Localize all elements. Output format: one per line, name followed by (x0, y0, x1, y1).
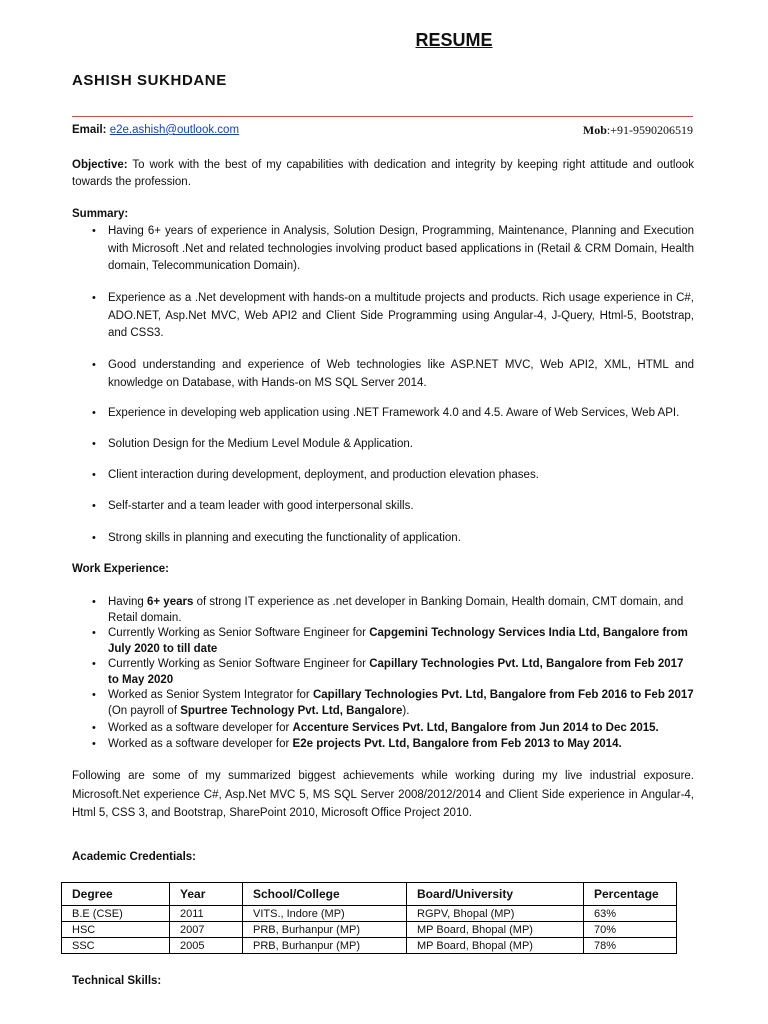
column-header: School/College (243, 883, 407, 906)
work-item-highlight: Spurtree Technology Pvt. Ltd, Bangalore (180, 705, 403, 717)
summary-heading: Summary: (72, 208, 129, 220)
work-item-highlight: E2e projects Pvt. Ltd, Bangalore from Feb 2013 to May 2014. (292, 738, 622, 750)
email-link[interactable]: e2e.ashish@outlook.com (109, 124, 240, 136)
table-cell: MP Board, Bhopal (MP) (407, 922, 584, 938)
table-cell: 2005 (170, 938, 243, 954)
work-item-highlight: 6+ years (147, 596, 194, 608)
achievements-paragraph: Following are some of my summarized biggest achievements while working during my live industrial exposure. Microsoft.Net experience C#, Asp.Net MVC 5, MS SQL Server 2008/2012/2014 and Client Side experience in Angular-4, Html 5, CSS 3, and Bootstrap, SharePoint 2010, Microsoft Office Project 2010. (72, 770, 694, 819)
table-cell: PRB, Burhanpur (MP) (243, 938, 407, 954)
mobile-number: :+91-9590206519 (606, 123, 693, 137)
summary-item: • Having 6+ years of experience in Analysis, Solution Design, Programming, Maintenance, Planning and Execution with Microsoft .Net and related technologies involving product based applications in (Retail & CRM Domain, Health domain, Telecommunication Domain). (108, 223, 694, 276)
table-cell: HSC (62, 922, 170, 938)
mobile-label: Mob (582, 123, 607, 137)
column-header: Year (170, 883, 243, 906)
email-line (72, 124, 239, 136)
table-cell: 2007 (170, 922, 243, 938)
summary-item: • Solution Design for the Medium Level Module & Application. (108, 436, 694, 454)
table-cell: 2011 (170, 906, 243, 922)
mobile-line (583, 123, 693, 138)
summary-item: • Experience in developing web application using .NET Framework 4.0 and 4.5. Aware of Web Services, Web API. (108, 405, 694, 423)
column-header: Board/University (407, 883, 584, 906)
work-item (108, 656, 694, 688)
work-item-highlight: Capgemini Technology Services India Ltd, Bangalore from July 2020 to till date (108, 627, 688, 655)
table-cell: 70% (584, 922, 677, 938)
work-item-highlight: Accenture Services Pvt. Ltd, Bangalore from Jun 2014 to Dec 2015. (292, 722, 659, 734)
work-item-text: Worked as Senior System Integrator for (108, 689, 313, 701)
summary-item: • Strong skills in planning and executing the functionality of application. (108, 530, 694, 548)
table-cell: PRB, Burhanpur (MP) (243, 922, 407, 938)
work-item-text: Currently Working as Senior Software Engineer for (108, 627, 370, 639)
column-header: Percentage (584, 883, 677, 906)
objective-label: Objective: (72, 159, 128, 171)
work-item-text: Currently Working as Senior Software Engineer for (108, 658, 370, 670)
work-item (108, 687, 694, 719)
work-item-highlight: Capillary Technologies Pvt. Ltd, Bangalore from Feb 2017 to May 2020 (108, 658, 684, 686)
work-item (108, 736, 694, 752)
work-item (108, 720, 694, 736)
table-cell: RGPV, Bhopal (MP) (407, 906, 584, 922)
work-item-text: of strong IT experience as .net developer in Banking Domain, Health domain, CMT domain, and Retail domain. (108, 596, 684, 624)
table-cell: B.E (CSE) (62, 906, 170, 922)
technical-heading: Technical Skills: (72, 975, 162, 987)
table-row (62, 922, 677, 938)
work-heading: Work Experience: (72, 563, 169, 575)
table-header-row (62, 883, 677, 906)
work-item-text: Worked as a software developer for (108, 738, 293, 750)
table-cell: 63% (584, 906, 677, 922)
objective-text: To work with the best of my capabilities with dedication and integrity by keeping right attitude and outlook towards the profession. (72, 159, 694, 188)
work-item-highlight: Capillary Technologies Pvt. Ltd, Bangalore from Feb 2016 to Feb 2017 (312, 689, 694, 701)
table-cell: VITS., Indore (MP) (243, 906, 407, 922)
work-item-text: Having (108, 596, 147, 608)
objective-paragraph (72, 157, 694, 190)
work-item (108, 625, 694, 657)
document-title: RESUME (415, 30, 493, 50)
table-cell: MP Board, Bhopal (MP) (407, 938, 584, 954)
work-item-text: ). (402, 705, 410, 717)
academic-heading: Academic Credentials: (72, 851, 196, 863)
work-item-text: (On payroll of (108, 705, 181, 717)
candidate-name: ASHISH SUKHDANE (72, 72, 227, 89)
table-row (62, 906, 677, 922)
summary-item: • Experience as a .Net development with hands-on a multitude projects and products. Rich usage experience in C#, ADO.NET, Asp.Net MVC, Web API2 and Client Side Programming using Angular-4, J-Query, Html-5, Bootstrap, and CSS3. (108, 290, 694, 343)
table-cell: 78% (584, 938, 677, 954)
table-row (62, 938, 677, 954)
summary-item: • Client interaction during development, deployment, and production elevation phases. (108, 467, 694, 485)
summary-item: • Self-starter and a team leader with good interpersonal skills. (108, 498, 694, 516)
work-item-text: Worked as a software developer for (108, 722, 293, 734)
header-divider (72, 116, 693, 117)
email-label: Email: (72, 124, 107, 136)
summary-item: • Good understanding and experience of Web technologies like ASP.NET MVC, Web API2, XML, HTML and knowledge on Database, with Hands-on MS SQL Server 2014. (108, 357, 694, 392)
work-item (108, 594, 694, 626)
column-header: Degree (62, 883, 170, 906)
academic-table (61, 882, 677, 954)
table-cell: SSC (62, 938, 170, 954)
